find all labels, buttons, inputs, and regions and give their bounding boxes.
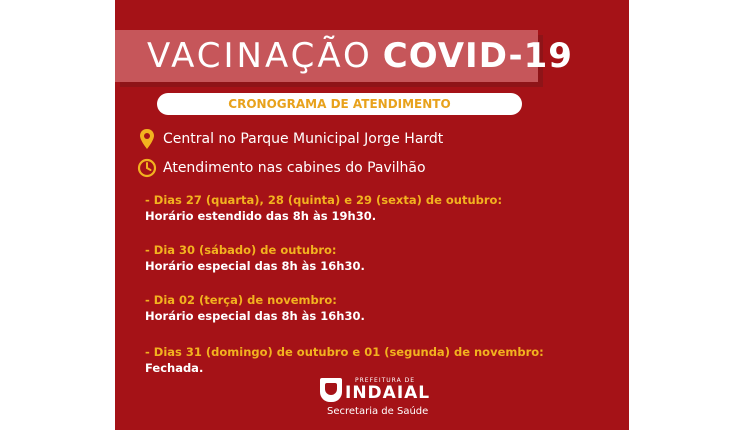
poster-title: [147, 30, 573, 82]
vaccination-poster: [115, 0, 629, 430]
logo-prefix: PREFEITURA DE: [355, 377, 415, 384]
schedule-hours: Horário especial das 8h às 16h30.: [145, 309, 365, 323]
location-text: Central no Parque Municipal Jorge Hardt: [163, 131, 444, 147]
title-covid: COVID-19: [382, 36, 573, 76]
city-crest-icon: [320, 378, 342, 402]
location-pin-icon: [137, 128, 157, 150]
schedule-date: - Dia 02 (terça) de novembro:: [145, 293, 337, 307]
schedule-hours: Horário especial das 8h às 16h30.: [145, 259, 365, 273]
schedule-item: [145, 344, 544, 376]
service-row: [137, 157, 426, 179]
schedule-item: [145, 292, 365, 324]
schedule-subtitle: CRONOGRAMA DE ATENDIMENTO: [157, 93, 522, 115]
schedule-hours: Fechada.: [145, 361, 204, 375]
schedule-date: - Dias 27 (quarta), 28 (quinta) e 29 (sexta) de outubro:: [145, 193, 503, 207]
logo-city: INDAIAL: [345, 383, 431, 403]
title-vacinacao: VACINAÇÃO: [147, 36, 373, 76]
schedule-item: [145, 242, 365, 274]
schedule-date: - Dias 31 (domingo) de outubro e 01 (segunda) de novembro:: [145, 345, 544, 359]
schedule-item: [145, 192, 502, 224]
schedule-hours: Horário estendido das 8h às 19h30.: [145, 209, 377, 223]
indaial-logo: [315, 376, 431, 420]
service-text: Atendimento nas cabines do Pavilhão: [163, 160, 426, 176]
logo-department: Secretaria de Saúde: [327, 406, 429, 417]
location-row: [137, 128, 443, 150]
schedule-date: - Dia 30 (sábado) de outubro:: [145, 243, 337, 257]
clock-icon: [137, 157, 157, 179]
